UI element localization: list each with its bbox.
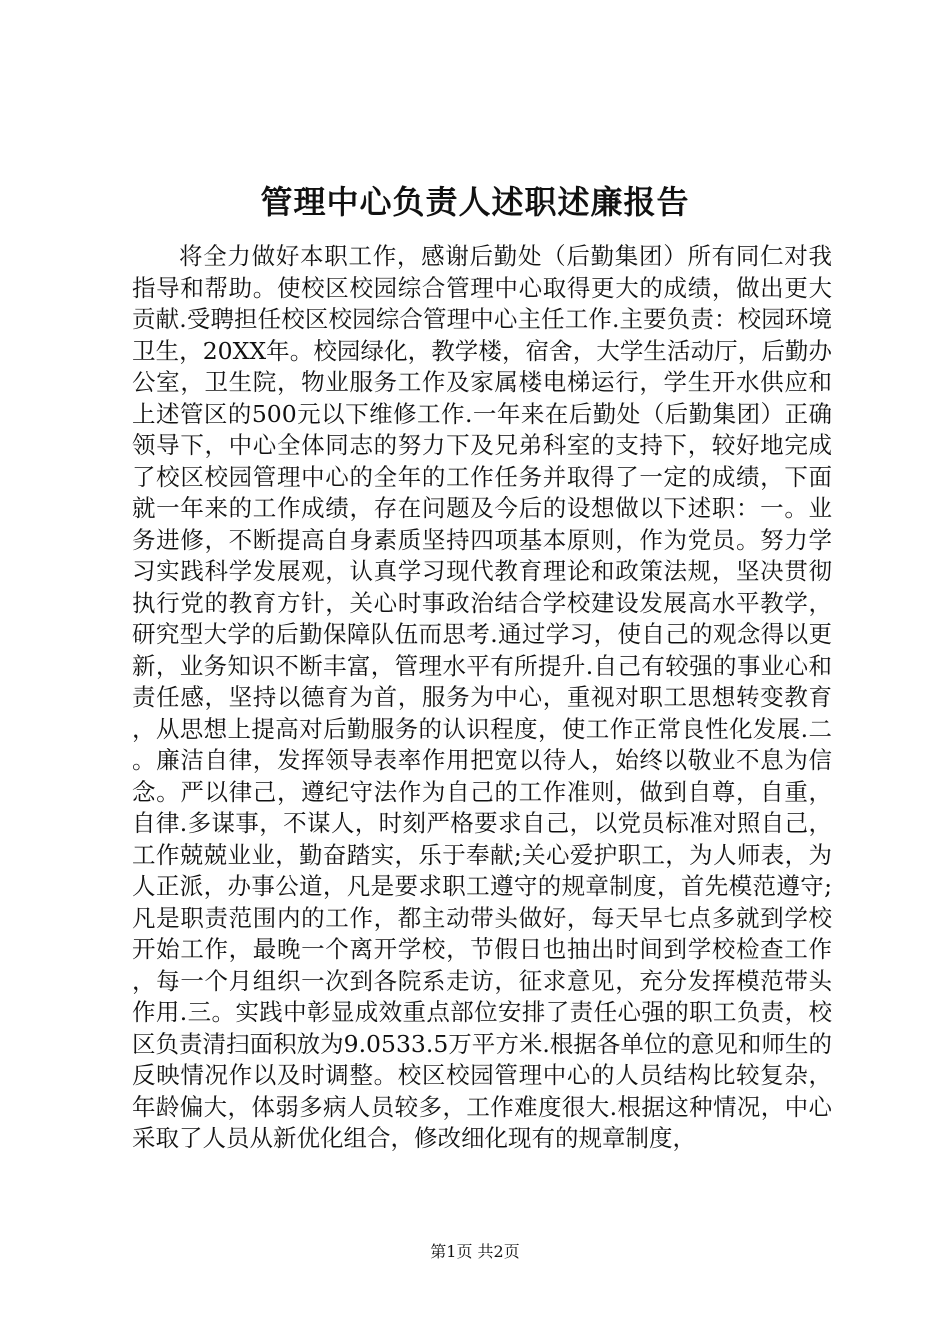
page-number: 第1页 bbox=[430, 1242, 473, 1261]
page-total: 共2页 bbox=[477, 1242, 520, 1261]
document-title: 管理中心负责人述职述廉报告 bbox=[260, 183, 690, 221]
page-footer bbox=[0, 1241, 950, 1263]
document-body: 将全力做好本职工作，感谢后勤处（后勤集团）所有同仁对我指导和帮助。使校区校园综合管理中心取得更大的成绩，做出更大贡献.受聘担任校区校园综合管理中心主任工作.主要负责：校园环境卫生，20XX年。校园绿化，教学楼，宿舍，大学生活动厅，后勤办公室，卫生院，物业服务工作及家属楼电梯运行，学生开水供应和上述管区的500元以下维修工作.一年来在后勤处（后勤集团）正确领导下，中心全体同志的努力下及兄弟科室的支持下，较好地完成了校区校园管理中心的全年的工作任务并取得了一定的成绩，下面就一年来的工作成绩，存在问题及今后的设想做以下述职：一。业务进修，不断提高自身素质坚持四项基本原则，作为党员。努力学习实践科学发展观，认真学习现代教育理论和政策法规，坚决贯彻执行党的教育方针，关心时事政治结合学校建设发展高水平教学，研究型大学的后勤保障队伍而思考.通过学习，使自己的观念得以更新，业务知识不断丰富，管理水平有所提升.自己有较强的事业心和责任感，坚持以德育为首，服务为中心，重视对职工思想转变教育，从思想上提高对后勤服务的认识程度，使工作正常良性化发展.二。廉洁自律，发挥领导表率作用把宽以待人，始终以敬业不息为信念。严以律己，遵纪守法作为自己的工作准则，做到自尊，自重，自律.多谋事，不谋人，时刻严格要求自己，以党员标准对照自己，工作兢兢业业，勤奋踏实，乐于奉献;关心爱护职工，为人师表，为人正派，办事公道，凡是要求职工遵守的规章制度，首先模范遵守;凡是职责范围内的工作，都主动带头做好，每天早七点多就到学校开始工作，最晚一个离开学校，节假日也抽出时间到学校检查工作，每一个月组织一次到各院系走访，征求意见，充分发挥模范带头作用.三。实践中彰显成效重点部位安排了责任心强的职工负责，校区负责清扫面积放为9.0533.5万平方米.根据各单位的意见和师生的反映情况作以及时调整。校区校园管理中心的人员结构比较复杂，年龄偏大，体弱多病人员较多，工作难度很大.根据这种情况，中心采取了人员从新优化组合，修改细化现有的规章制度， bbox=[132, 242, 832, 1152]
